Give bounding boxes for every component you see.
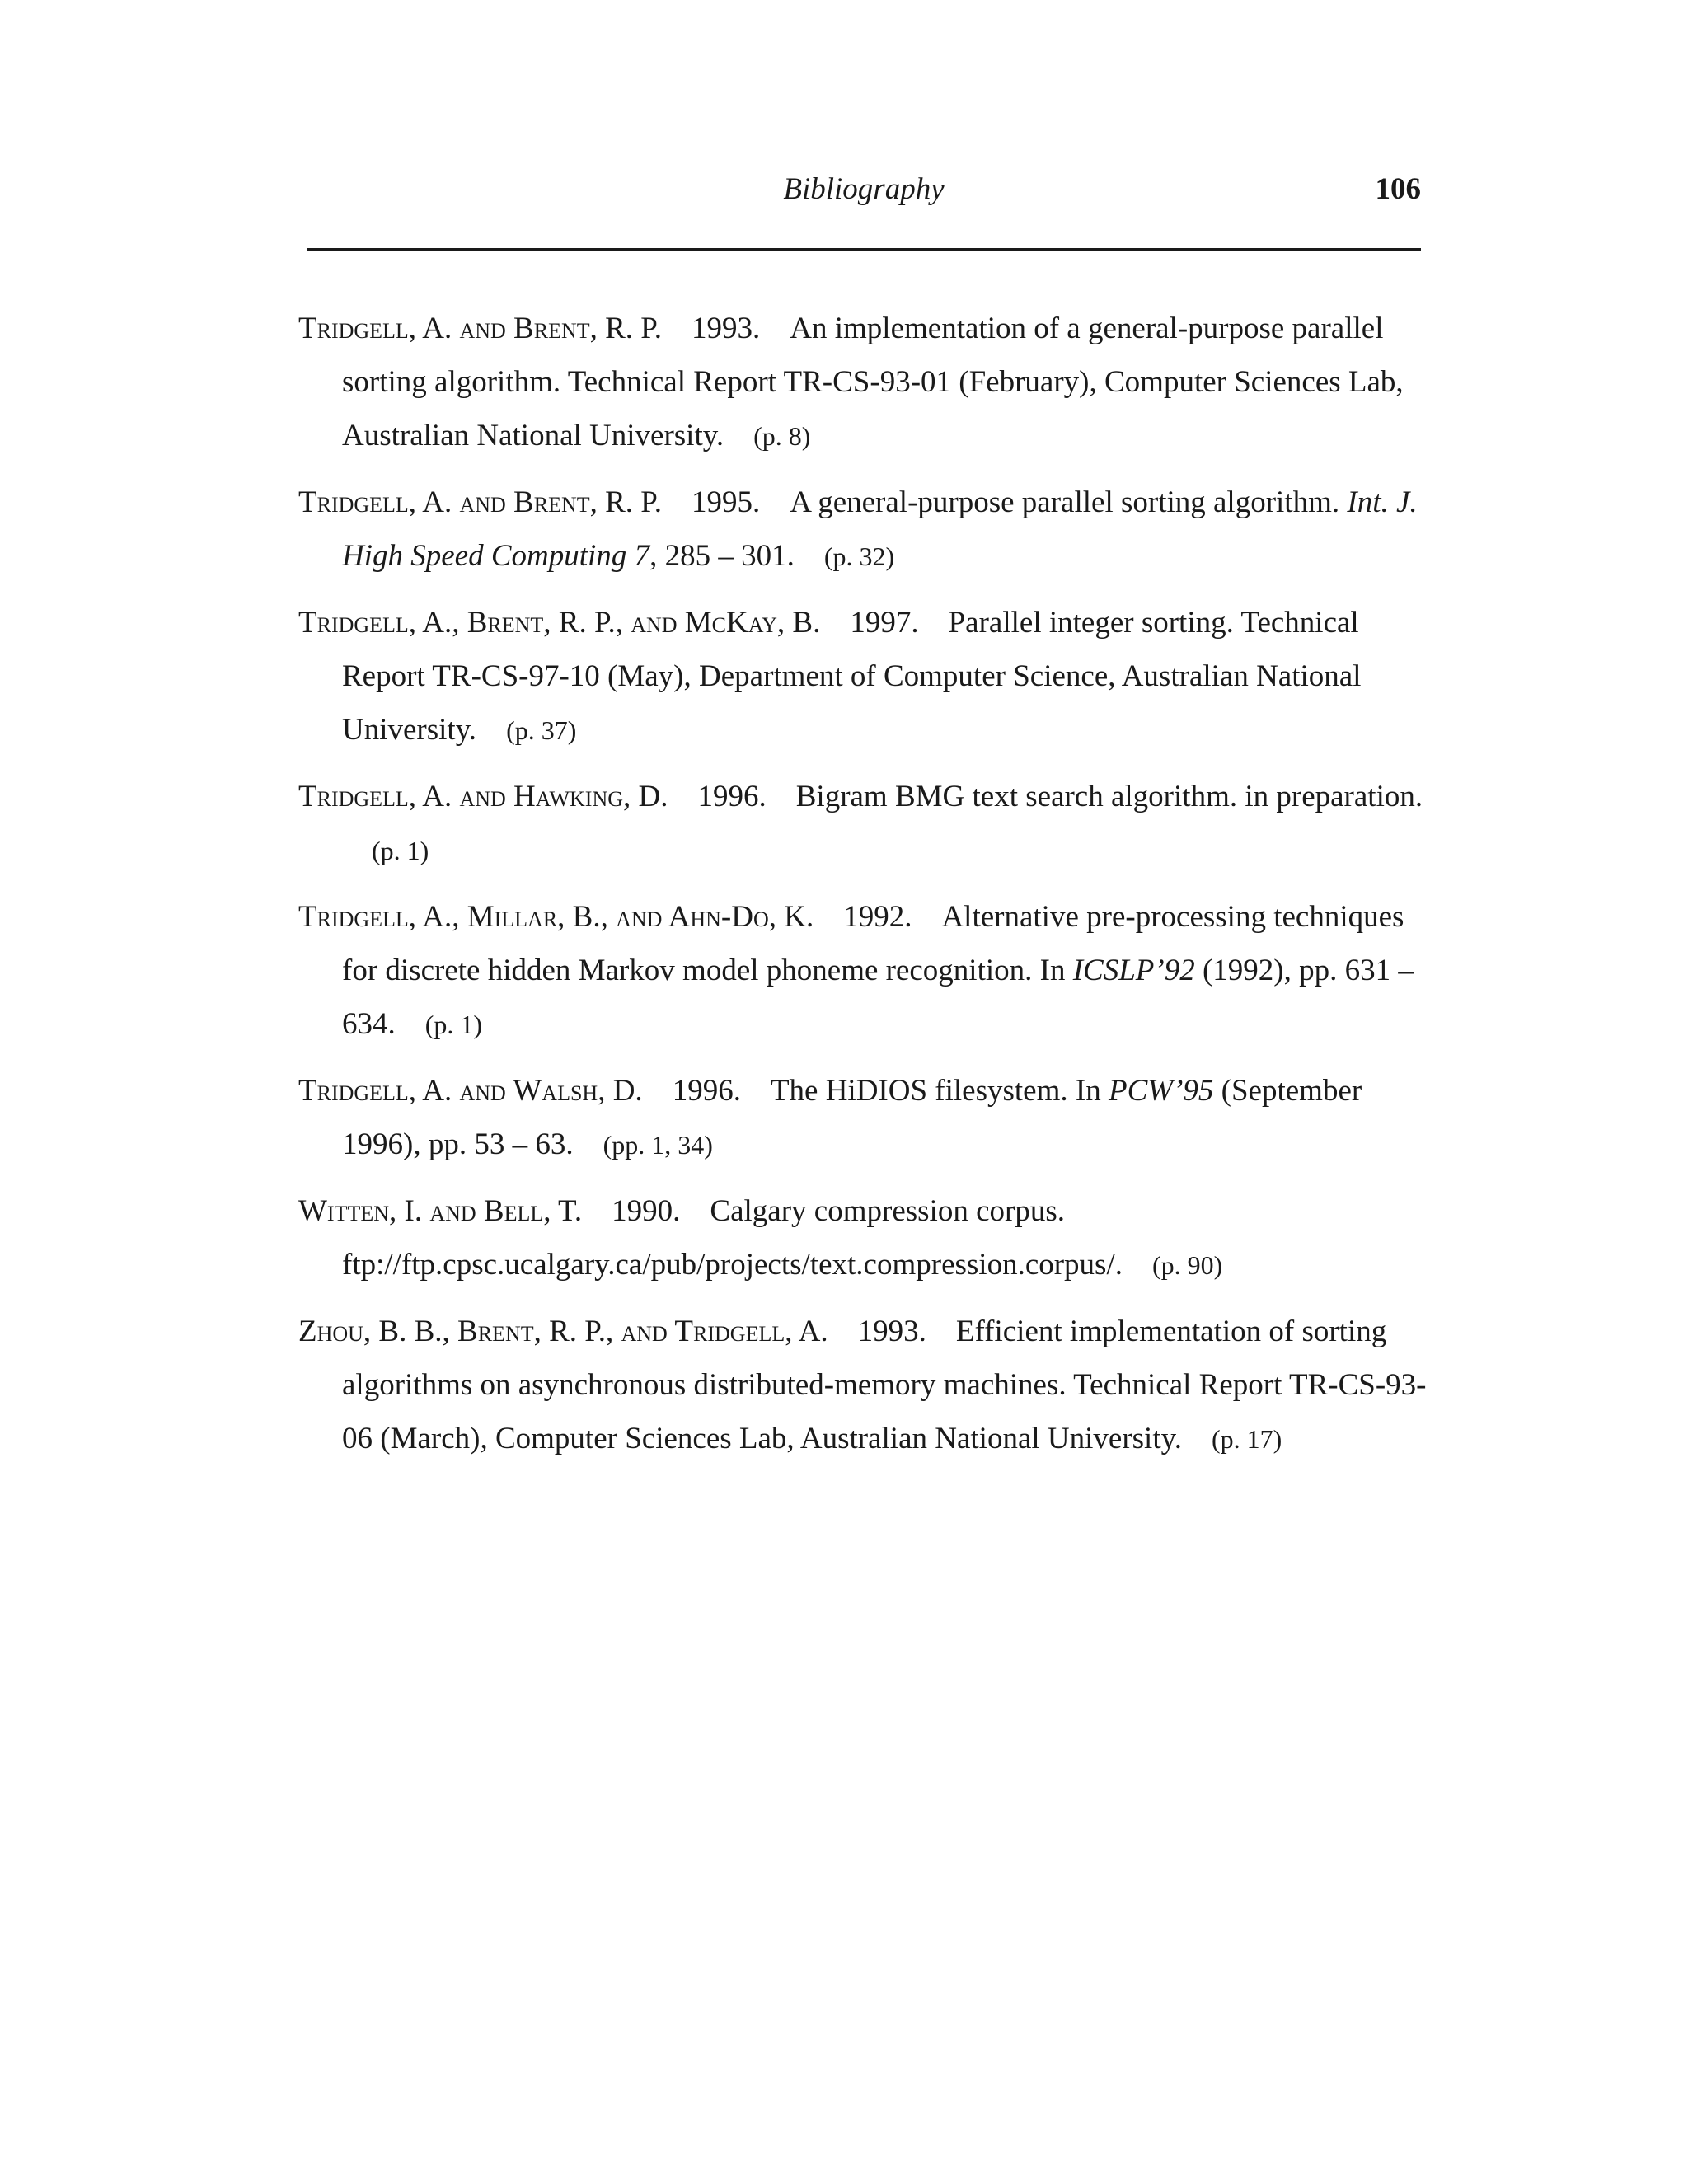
bib-page-ref: (pp. 1, 34) bbox=[603, 1130, 713, 1160]
bibliography-list bbox=[298, 302, 1436, 1479]
bib-authors: Tridgell, A. and Brent, R. P. bbox=[298, 312, 663, 345]
bib-venue: ICSLP’92 bbox=[1072, 954, 1195, 987]
bib-entry bbox=[298, 302, 1436, 463]
bib-authors: Tridgell, A. and Brent, R. P. bbox=[298, 485, 663, 519]
bib-authors: Tridgell, A. and Hawking, D. bbox=[298, 780, 668, 813]
bib-text: The HiDIOS filesystem. In bbox=[770, 1074, 1101, 1108]
bib-page-ref: (p. 8) bbox=[753, 421, 811, 451]
bib-year: 1993. bbox=[857, 1315, 926, 1348]
header-rule bbox=[307, 248, 1421, 251]
bib-entry bbox=[298, 596, 1436, 757]
bib-text-after: (1992), pp. 631 – 634. bbox=[342, 954, 1414, 1041]
bib-entry bbox=[298, 1184, 1436, 1292]
bib-year: 1990. bbox=[612, 1194, 681, 1228]
bib-entry bbox=[298, 1305, 1436, 1466]
bib-authors: Tridgell, A., Millar, B., and Ahn-Do, K. bbox=[298, 900, 814, 934]
bib-text-after: , 285 – 301. bbox=[649, 539, 795, 573]
bib-page-ref: (p. 17) bbox=[1211, 1424, 1282, 1454]
bib-page-ref: (p. 90) bbox=[1152, 1250, 1223, 1280]
bib-entry bbox=[298, 890, 1436, 1052]
bib-authors: Tridgell, A. and Walsh, D. bbox=[298, 1074, 643, 1108]
bib-authors: Witten, I. and Bell, T. bbox=[298, 1194, 583, 1228]
bib-page-ref: (p. 1) bbox=[424, 1010, 483, 1039]
bib-text: A general-purpose parallel sorting algorithm. bbox=[790, 485, 1340, 519]
bib-page-ref: (p. 1) bbox=[372, 836, 429, 865]
bib-year: 1996. bbox=[672, 1074, 741, 1108]
bib-text: An implementation of a general-purpose parallel sorting algorithm. Technical Report TR-CS-93-01 (February), Computer Sciences Lab, Australian National University. bbox=[342, 312, 1404, 452]
page-header bbox=[307, 165, 1421, 214]
bib-year: 1997. bbox=[850, 606, 919, 640]
bib-entry bbox=[298, 1064, 1436, 1172]
bib-year: 1995. bbox=[692, 485, 761, 519]
bib-authors: Zhou, B. B., Brent, R. P., and Tridgell, A. bbox=[298, 1315, 828, 1348]
bib-entry bbox=[298, 476, 1436, 583]
bib-page-ref: (p. 32) bbox=[823, 541, 895, 571]
running-header-title: Bibliography bbox=[783, 172, 945, 206]
bib-page-ref: (p. 37) bbox=[506, 715, 577, 745]
bib-text: Calgary compression corpus. ftp://ftp.cpsc.ucalgary.ca/pub/projects/text.compression.corpus/. bbox=[342, 1194, 1123, 1282]
bib-entry bbox=[298, 770, 1436, 878]
bib-year: 1996. bbox=[697, 780, 767, 813]
bib-year: 1992. bbox=[843, 900, 912, 934]
bib-authors: Tridgell, A., Brent, R. P., and McKay, B. bbox=[298, 606, 821, 640]
bib-venue: Int. J. High Speed Computing 7 bbox=[342, 485, 1418, 573]
bib-text: Parallel integer sorting. Technical Report TR-CS-97-10 (May), Department of Computer Science, Australian National University. bbox=[342, 606, 1362, 747]
bib-text-after: (September 1996), pp. 53 – 63. bbox=[342, 1074, 1362, 1161]
bib-venue: PCW’95 bbox=[1108, 1074, 1214, 1108]
bib-text: Bigram BMG text search algorithm. in preparation. bbox=[795, 780, 1423, 813]
bib-text: Efficient implementation of sorting algorithms on asynchronous distributed-memory machines. Technical Report TR-CS-93-06 (March), Computer Sciences Lab, Australian National University. bbox=[342, 1315, 1427, 1455]
bib-text: Alternative pre-processing techniques for discrete hidden Markov model phoneme recognition. In bbox=[342, 900, 1404, 987]
page-number: 106 bbox=[1375, 172, 1421, 206]
bib-year: 1993. bbox=[692, 312, 761, 345]
